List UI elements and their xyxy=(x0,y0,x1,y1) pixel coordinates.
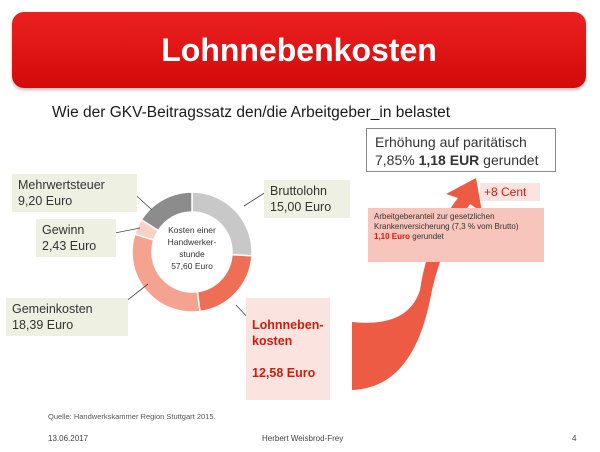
label-gewinn xyxy=(36,219,116,257)
parity-amount: 1,18 EUR xyxy=(418,152,480,168)
parity-percent: 7,85% xyxy=(375,152,419,168)
label-lohnnebenkosten-value: 12,58 Euro xyxy=(252,366,316,380)
donut-center-line: stunde xyxy=(179,249,205,259)
donut-center-line: 57,60 Euro xyxy=(171,261,213,271)
footer-date: 13.06.2017 xyxy=(48,434,89,443)
parity-box xyxy=(366,128,556,172)
parity-rounded: gerundet xyxy=(479,152,539,168)
donut-center-line: Handwerker- xyxy=(167,237,217,247)
label-mehrwertsteuer-name: Mehrwertsteuer xyxy=(18,178,105,192)
label-bruttolohn-name: Bruttolohn xyxy=(270,184,327,198)
increase-badge: +8 Cent xyxy=(480,183,540,201)
label-gemeinkosten-value: 18,39 Euro xyxy=(12,318,74,332)
leader-bruttolohn xyxy=(244,192,266,206)
employer-share-line3 xyxy=(374,232,538,242)
employer-share-line1: Arbeitgeberanteil zur gesetzlichen xyxy=(374,212,495,221)
footer-page: 4 xyxy=(572,434,577,443)
donut-chart xyxy=(132,192,252,312)
employer-share-amount: 1,10 Euro xyxy=(374,232,411,241)
label-mehrwertsteuer-value: 9,20 Euro xyxy=(18,194,73,208)
employer-share-line2: Krankenversicherung (7,3 % vom Brutto) xyxy=(374,222,519,231)
label-mehrwertsteuer xyxy=(12,174,137,212)
employer-share-rounded: gerundet xyxy=(410,232,444,241)
employer-share-box xyxy=(368,208,544,262)
parity-line2 xyxy=(375,151,547,169)
label-gewinn-value: 2,43 Euro xyxy=(42,239,97,253)
label-gemeinkosten-name: Gemeinkosten xyxy=(12,302,93,316)
label-gewinn-name: Gewinn xyxy=(42,223,85,237)
footer-author: Herbert Weisbrod-Frey xyxy=(262,434,344,443)
source-note: Quelle: Handwerkskammer Region Stuttgart 2015. xyxy=(48,412,216,421)
label-bruttolohn-value: 15,00 Euro xyxy=(270,200,332,214)
label-bruttolohn xyxy=(264,180,350,218)
label-lohnnebenkosten-name: Lohnneben- kosten xyxy=(252,318,324,348)
label-lohnnebenkosten xyxy=(246,298,330,400)
subtitle: Wie der GKV-Beitragssatz den/die Arbeitgeber_in belastet xyxy=(52,104,451,121)
page-title: Lohnnebenkosten xyxy=(161,31,437,68)
donut-center-line: Kosten einer xyxy=(168,225,216,235)
label-gemeinkosten xyxy=(6,298,128,336)
parity-line1: Erhöhung auf paritätisch xyxy=(375,134,527,150)
